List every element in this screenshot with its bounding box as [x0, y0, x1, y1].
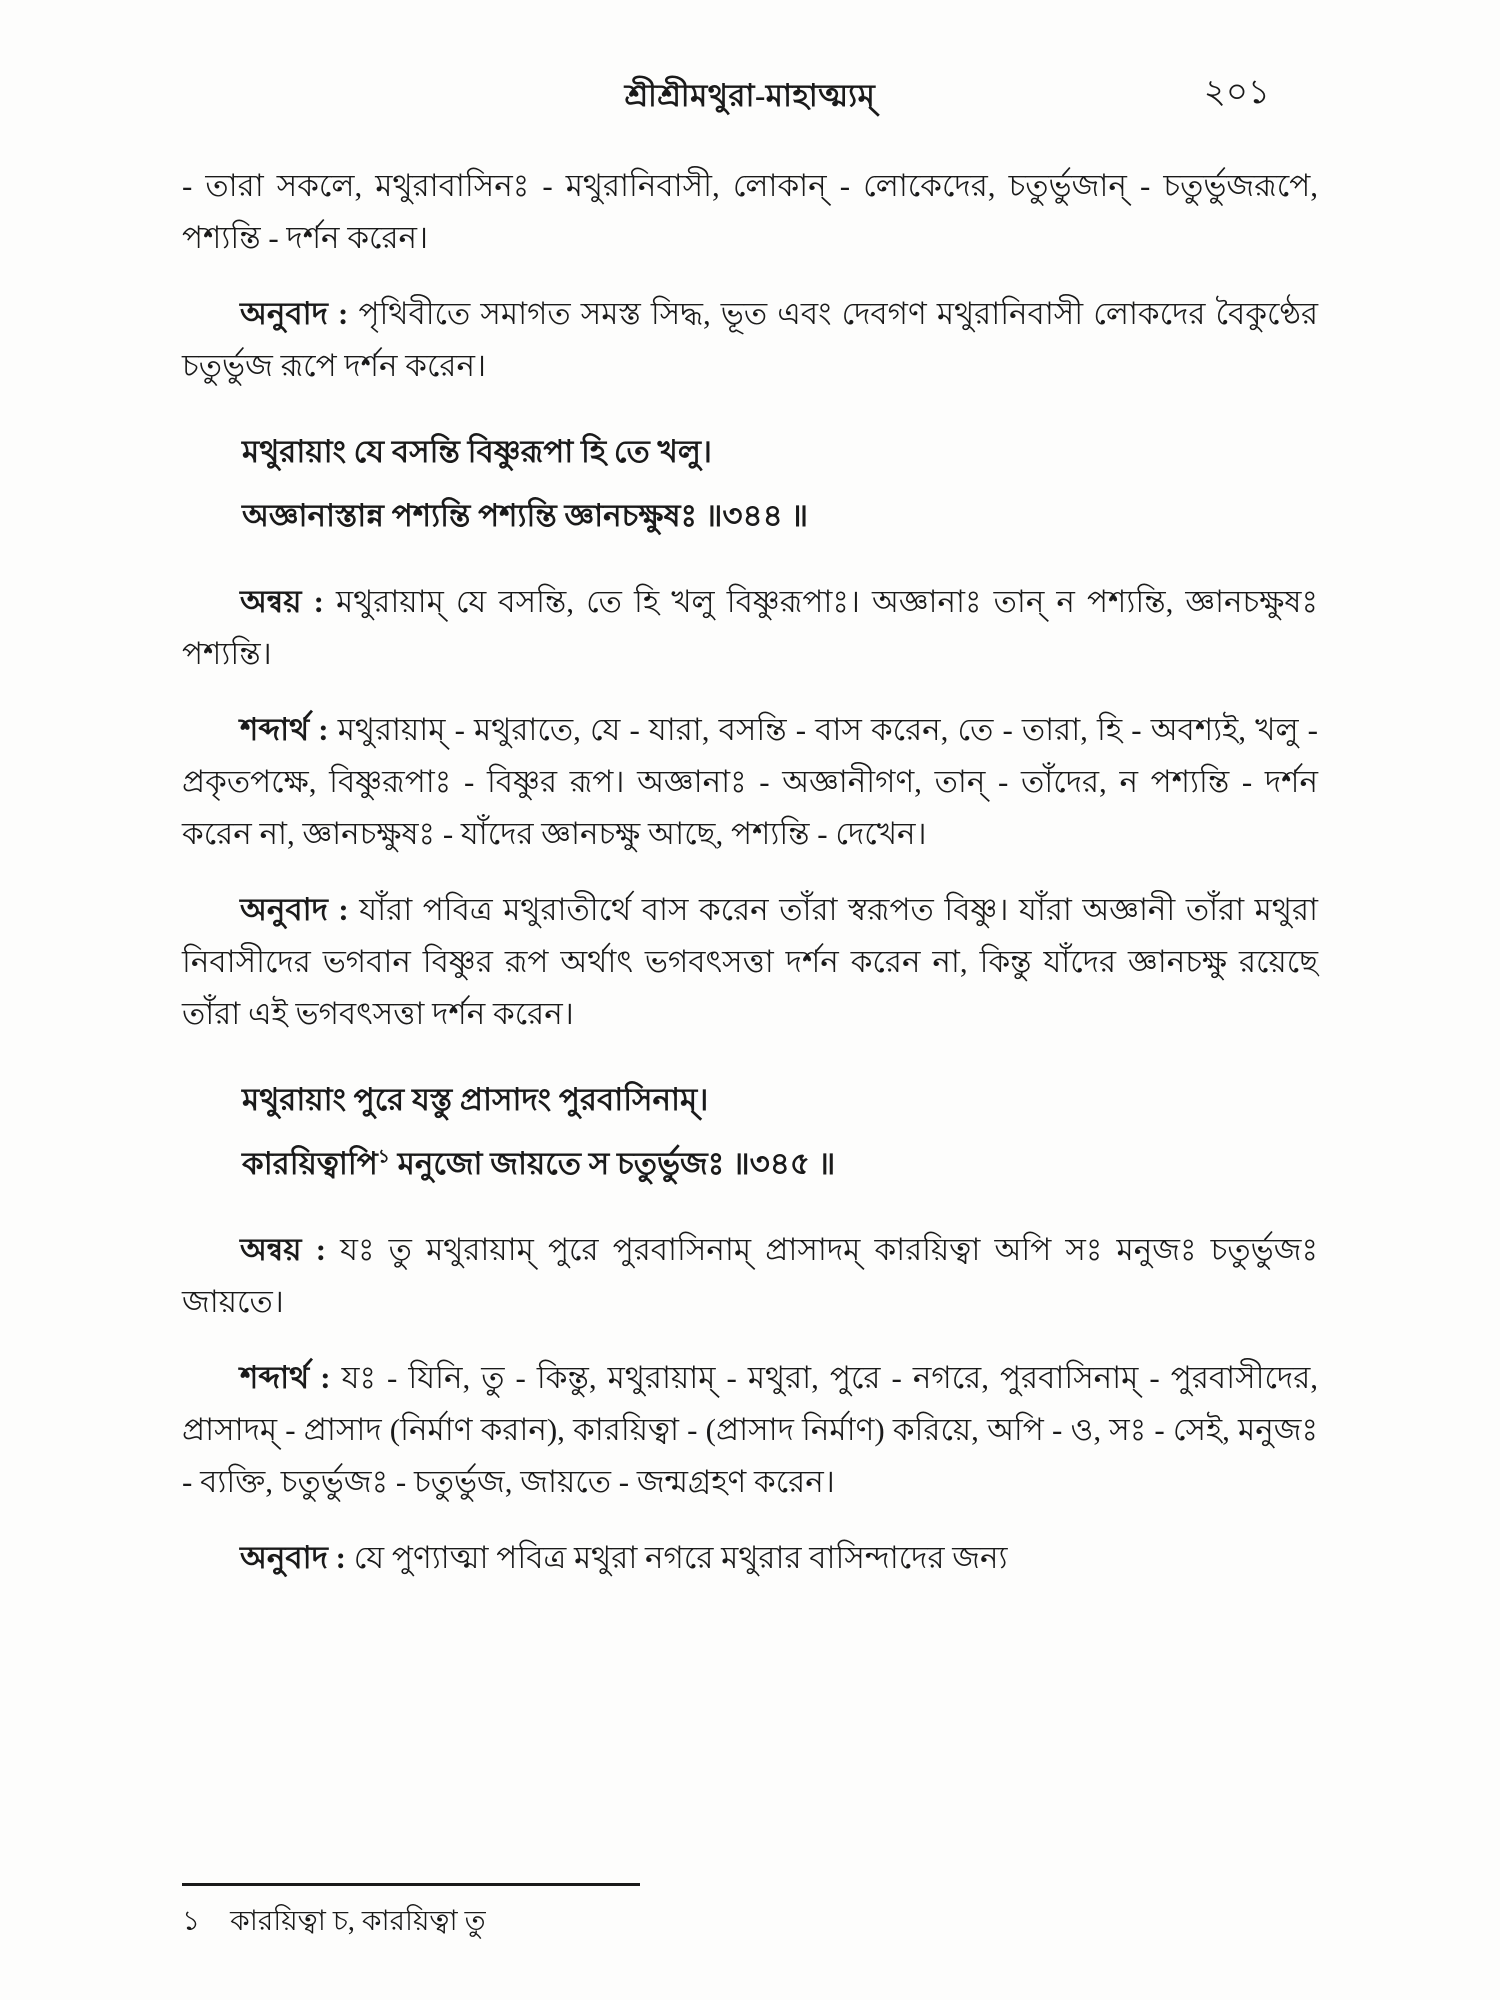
verse-line-1: মথুরায়াং পুরে যস্তু প্রাসাদং পুরবাসিনাম্।	[242, 1082, 709, 1117]
paragraph-anubad-1	[182, 288, 1318, 392]
page-header	[182, 72, 1318, 120]
label-shabdartha-2: শব্দার্থ :	[240, 1360, 331, 1395]
verse-345	[242, 1074, 1318, 1190]
verse-line-2	[242, 1138, 1318, 1190]
label-anubad-1: অনুবাদ :	[240, 296, 349, 331]
running-title: শ্রীশ্রীমথুরা-মাহাত্ম্যম্	[624, 78, 876, 113]
footnote-reference-marker: ১	[377, 1146, 390, 1168]
paragraph-text: যঃ তু মথুরায়াম্ পুরে পুরবাসিনাম্ প্রাসাদম্ কারয়িত্বা অপি সঃ মনুজঃ চতুর্ভুজঃ জায়তে।	[182, 1232, 1318, 1319]
footnote-divider	[182, 1883, 640, 1886]
paragraph-anvay-2	[182, 1224, 1318, 1328]
paragraph-text: যঃ - যিনি, তু - কিন্তু, মথুরায়াম্ - মথুরা, পুরে - নগরে, পুরবাসিনাম্ - পুরবাসীদের, প্রাসাদম্ - প্রাসাদ (নির্মাণ করান), কারয়িত্বা - (প্রাসাদ নির্মাণ) করিয়ে, অপি - ও, সঃ - সেই, মনুজঃ - ব্যক্তি, চতুর্ভুজঃ - চতুর্ভুজ, জায়তে - জন্মগ্রহণ করেন।	[182, 1360, 1319, 1499]
paragraph-shabdartha-2	[182, 1352, 1318, 1508]
paragraph-text: মথুরায়াম্ - মথুরাতে, যে - যারা, বসন্তি - বাস করেন, তে - তারা, হি - অবশ্যই, খলু - প্রকৃতপক্ষে, বিষ্ণুরূপাঃ - বিষ্ণুর রূপ। অজ্ঞানাঃ - অজ্ঞানীগণ, তান্ - তাঁদের, ন পশ্যন্তি - দর্শন করেন না, জ্ঞানচক্ষুষঃ - যাঁদের জ্ঞানচক্ষু আছে, পশ্যন্তি - দেখেন।	[182, 712, 1319, 851]
label-anubad-2: অনুবাদ :	[240, 892, 349, 927]
paragraph-text: পৃথিবীতে সমাগত সমস্ত সিদ্ধ, ভূত এবং দেবগণ মথুরানিবাসী লোকদের বৈকুণ্ঠের চতুর্ভুজ রূপে দর্শন করেন।	[182, 296, 1318, 383]
paragraph-anvay-1	[182, 576, 1318, 680]
verse-line-1: মথুরায়াং যে বসন্তি বিষ্ণুরূপা হি তে খলু।	[242, 434, 713, 469]
paragraph-anubad-3	[182, 1532, 1318, 1584]
footnote	[182, 1902, 1318, 1942]
page-body	[182, 160, 1318, 1584]
label-anubad-3: অনুবাদ :	[240, 1540, 346, 1575]
label-anvay-2: অন্বয় :	[240, 1232, 327, 1267]
verse-line-2: অজ্ঞানাস্তান্ন পশ্যন্তি পশ্যন্তি জ্ঞানচক্ষুষঃ ॥৩৪৪ ॥	[242, 498, 809, 533]
paragraph-text: মথুরায়াম্ যে বসন্তি, তে হি খলু বিষ্ণুরূপাঃ। অজ্ঞানাঃ তান্ ন পশ্যন্তি, জ্ঞানচক্ষুষঃ পশ্যন্তি।	[182, 584, 1319, 671]
label-anvay-1: অন্বয় :	[240, 584, 324, 619]
verse-344	[242, 426, 1318, 542]
paragraph-anubad-2	[182, 884, 1318, 1040]
page-number: ২০১	[1203, 74, 1270, 111]
footnote-marker: ১	[182, 1906, 201, 1937]
paragraph-gloss-continuation: - তারা সকলে, মথুরাবাসিনঃ - মথুরানিবাসী, লোকান্ - লোকেদের, চতুর্ভুজান্ - চতুর্ভুজরূপে, পশ্যন্তি - দর্শন করেন।	[182, 168, 1318, 255]
verse-line-2-text: কারয়িত্বাপি	[242, 1146, 378, 1181]
verse-line-2-text-rest: মনুজো জায়তে স চতুর্ভুজঃ ॥৩৪৫ ॥	[389, 1146, 836, 1181]
paragraph-shabdartha-1	[182, 704, 1318, 860]
footnote-text: কারয়িত্বা চ, কারয়িত্বা তু	[230, 1906, 486, 1937]
paragraph-text: যে পুণ্যাত্মা পবিত্র মথুরা নগরে মথুরার বাসিন্দাদের জন্য	[353, 1540, 1008, 1575]
label-shabdartha-1: শব্দার্থ :	[240, 712, 329, 747]
paragraph-text: যাঁরা পবিত্র মথুরাতীর্থে বাস করেন তাঁরা স্বরূপত বিষ্ণু। যাঁরা অজ্ঞানী তাঁরা মথুরা নিবাসীদের ভগবান বিষ্ণুর রূপ অর্থাৎ ভগবৎসত্তা দর্শন করেন না, কিন্তু যাঁদের জ্ঞানচক্ষু রয়েছে তাঁরা এই ভগবৎসত্তা দর্শন করেন।	[182, 892, 1318, 1031]
page-footer	[182, 1883, 1318, 1942]
